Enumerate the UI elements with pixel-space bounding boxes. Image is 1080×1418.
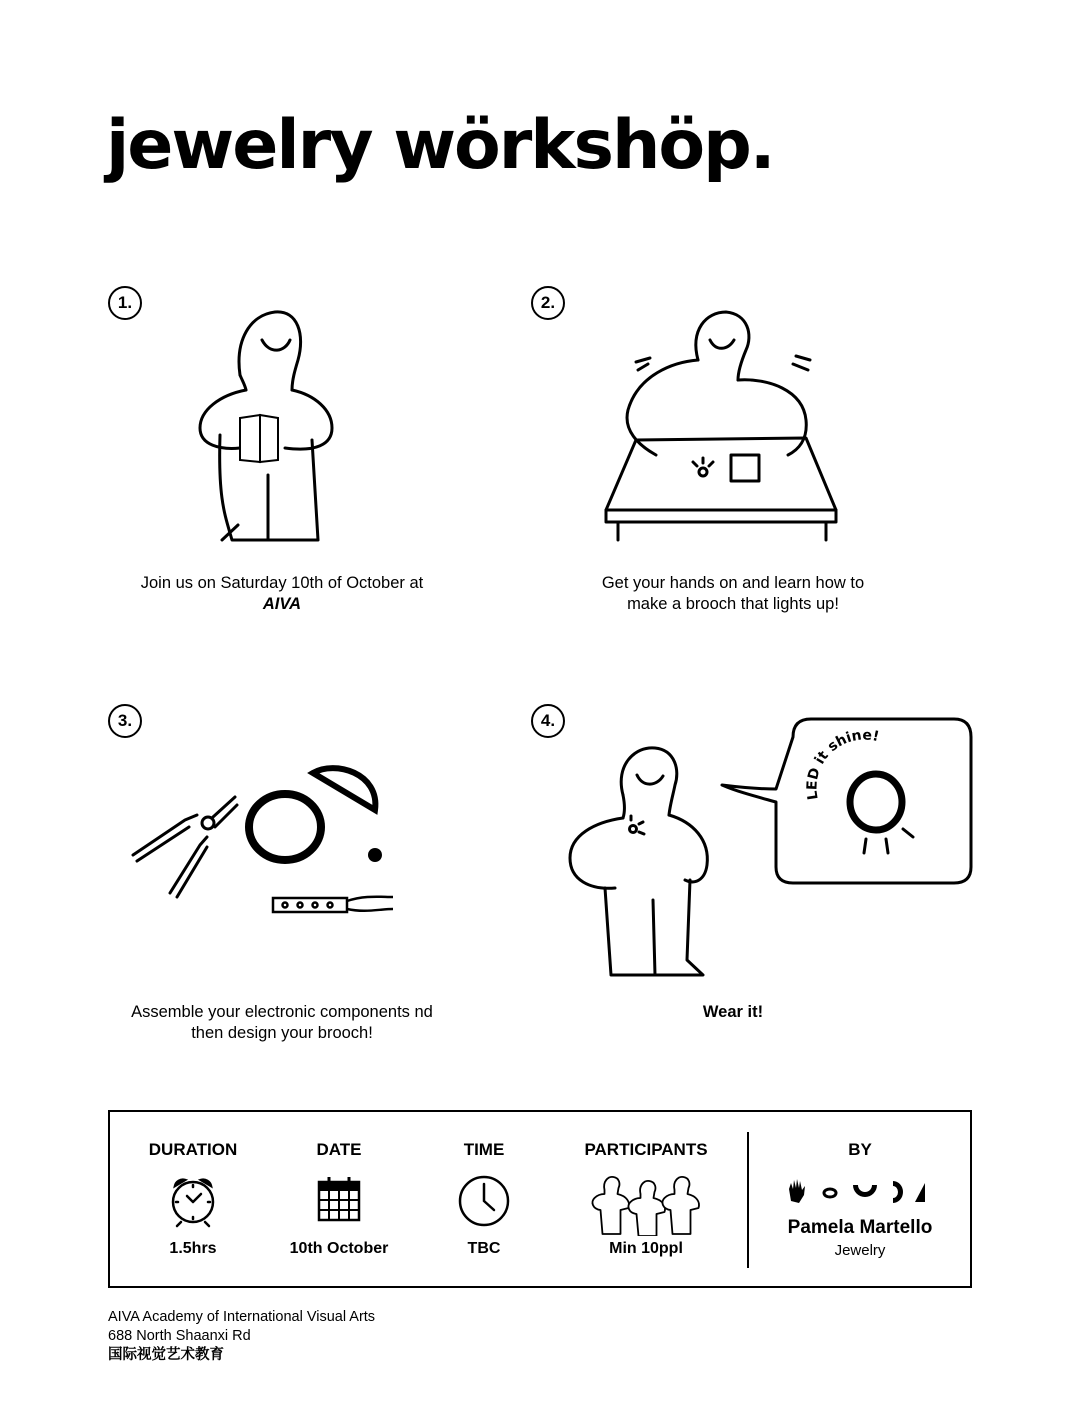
step-1-caption [72,573,492,615]
led-strip-icon [273,897,393,912]
workshop-info-box [108,1110,972,1288]
duration-value: 1.5hrs [169,1240,217,1257]
step-3-caption [72,1002,492,1044]
components-illustration [125,755,405,925]
footer-street: 688 North Shaanxi Rd [108,1328,251,1344]
step-number-4: 4. [531,704,565,738]
bubble-text: LED it shine! [804,727,881,801]
step-number-3: 3. [108,704,142,738]
footer-chinese-name: 国际视觉艺术教育 [108,1347,224,1363]
step-3-text-1: Assemble your electronic components nd [131,1003,433,1021]
step-2-text-1: Get your hands on and learn how to [601,574,865,592]
calendar-icon [316,1174,362,1224]
date-value: 10th October [289,1240,389,1257]
designer-role: Jewelry [834,1242,886,1259]
brooch-light-icon [850,774,902,830]
info-time [409,1112,559,1290]
by-label: BY [848,1140,872,1159]
step-4-caption: Wear it! [702,1003,764,1021]
info-divider [747,1132,749,1268]
info-by [770,1112,950,1290]
duration-label: DURATION [148,1140,238,1159]
person-wearing-brooch-illustration [565,740,715,985]
time-value: TBC [467,1240,501,1257]
participants-label: PARTICIPANTS [584,1140,708,1159]
step-3-text-2: then design your brooch! [191,1024,373,1042]
date-label: DATE [316,1140,362,1159]
pliers-icon [133,797,237,897]
person-reading-illustration [180,300,360,550]
footer-address [108,1308,375,1365]
designer-name: Pamela Martello [787,1217,933,1238]
time-label: TIME [463,1140,505,1159]
page-title: jewelry wörkshöp. [106,106,774,185]
info-duration [118,1112,268,1290]
designer-logo-icon [785,1177,935,1207]
participants-value: Min 10ppl [609,1240,683,1257]
speech-bubble [718,717,974,887]
alarm-clock-icon [167,1174,219,1228]
person-at-table-illustration [598,300,843,550]
people-icon [589,1174,704,1236]
info-date [264,1112,414,1290]
step-2-text-2: make a brooch that lights up! [627,595,839,613]
step-number-2: 2. [531,286,565,320]
step-2-caption [523,573,943,615]
clock-icon [457,1174,511,1228]
ring-components [249,768,375,860]
footer-academy: AIVA Academy of International Visual Arts [108,1309,376,1325]
step-number-1: 1. [108,286,142,320]
step-1-venue: AIVA [262,595,302,613]
step-1-text: Join us on Saturday 10th of October at [140,574,424,592]
info-participants [571,1112,721,1290]
